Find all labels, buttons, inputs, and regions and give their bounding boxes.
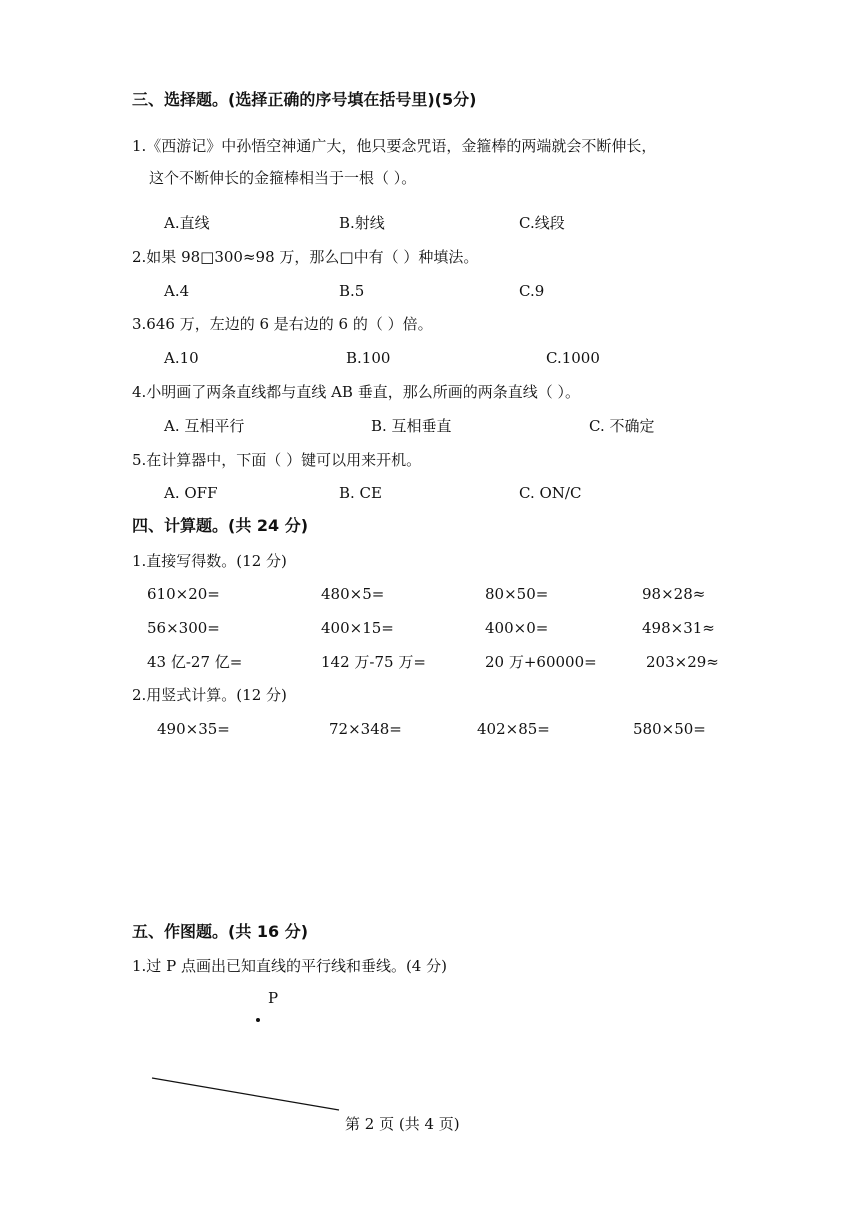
calc-r1-c1: 610×20= [147, 585, 220, 603]
q2-option-c: C.9 [519, 282, 545, 300]
calc-r1-c4: 98×28≈ [642, 585, 706, 603]
q2-option-a: A.4 [164, 282, 190, 300]
calc-r2-c1: 56×300= [147, 619, 220, 637]
calc-r1-c3: 80×50= [485, 585, 549, 603]
section5-sub1: 1.过 P 点画出已知直线的平行线和垂线。(4 分) [132, 957, 447, 975]
calc-r3-c2: 142 万-75 万= [321, 653, 426, 671]
q5-option-c: C. ON/C [519, 484, 582, 502]
q4-option-c: C. 不确定 [589, 417, 655, 435]
q5-option-a: A. OFF [164, 484, 218, 502]
q3-option-a: A.10 [164, 349, 199, 367]
q3-option-b: B.100 [346, 349, 391, 367]
calc-r3-c1: 43 亿-27 亿= [147, 653, 243, 671]
section4-sub2: 2.用竖式计算。(12 分) [132, 686, 287, 704]
q4-text: 4.小明画了两条直线都与直线 AB 垂直，那么所画的两条直线（ ）。 [132, 383, 580, 401]
calc-r2-c2: 400×15= [321, 619, 394, 637]
q2-option-b: B.5 [339, 282, 365, 300]
section4-sub1: 1.直接写得数。(12 分) [132, 552, 287, 570]
q1-line1: 1.《西游记》中孙悟空神通广大，他只要念咒语，金箍棒的两端就会不断伸长， [132, 137, 657, 155]
calc-r1-c2: 480×5= [321, 585, 385, 603]
section3-heading: 三、选择题。(选择正确的序号填在括号里)(5分) [132, 90, 477, 109]
vertical-calc-4: 580×50= [633, 720, 706, 738]
q1-option-b: B.射线 [339, 214, 385, 232]
q5-option-b: B. CE [339, 484, 382, 502]
vertical-calc-1: 490×35= [157, 720, 230, 738]
vertical-calc-3: 402×85= [477, 720, 550, 738]
calc-r2-c4: 498×31≈ [642, 619, 715, 637]
page-footer: 第 2 页 (共 4 页) [345, 1115, 460, 1133]
q4-option-a: A. 互相平行 [164, 417, 245, 435]
q4-option-b: B. 互相垂直 [371, 417, 452, 435]
q3-option-c: C.1000 [546, 349, 600, 367]
q5-text: 5.在计算器中，下面（ ）键可以用来开机。 [132, 451, 422, 469]
q1-option-c: C.线段 [519, 214, 565, 232]
calc-r3-c3: 20 万+60000= [485, 653, 597, 671]
vertical-calc-2: 72×348= [329, 720, 402, 738]
section4-heading: 四、计算题。(共 24 分) [132, 516, 309, 535]
calc-r2-c3: 400×0= [485, 619, 549, 637]
given-line [152, 1078, 339, 1110]
calc-r3-c4: 203×29≈ [646, 653, 719, 671]
section5-heading: 五、作图题。(共 16 分) [132, 922, 309, 941]
q3-text: 3.646 万，左边的 6 是右边的 6 的（ ）倍。 [132, 315, 433, 333]
q1-line2: 这个不断伸长的金箍棒相当于一根（ ）。 [149, 169, 417, 187]
q2-text: 2.如果 98□300≈98 万，那么□中有（ ）种填法。 [132, 248, 479, 266]
point-p-label: P [268, 989, 279, 1007]
q1-option-a: A.直线 [164, 214, 210, 232]
point-p [256, 1018, 260, 1022]
